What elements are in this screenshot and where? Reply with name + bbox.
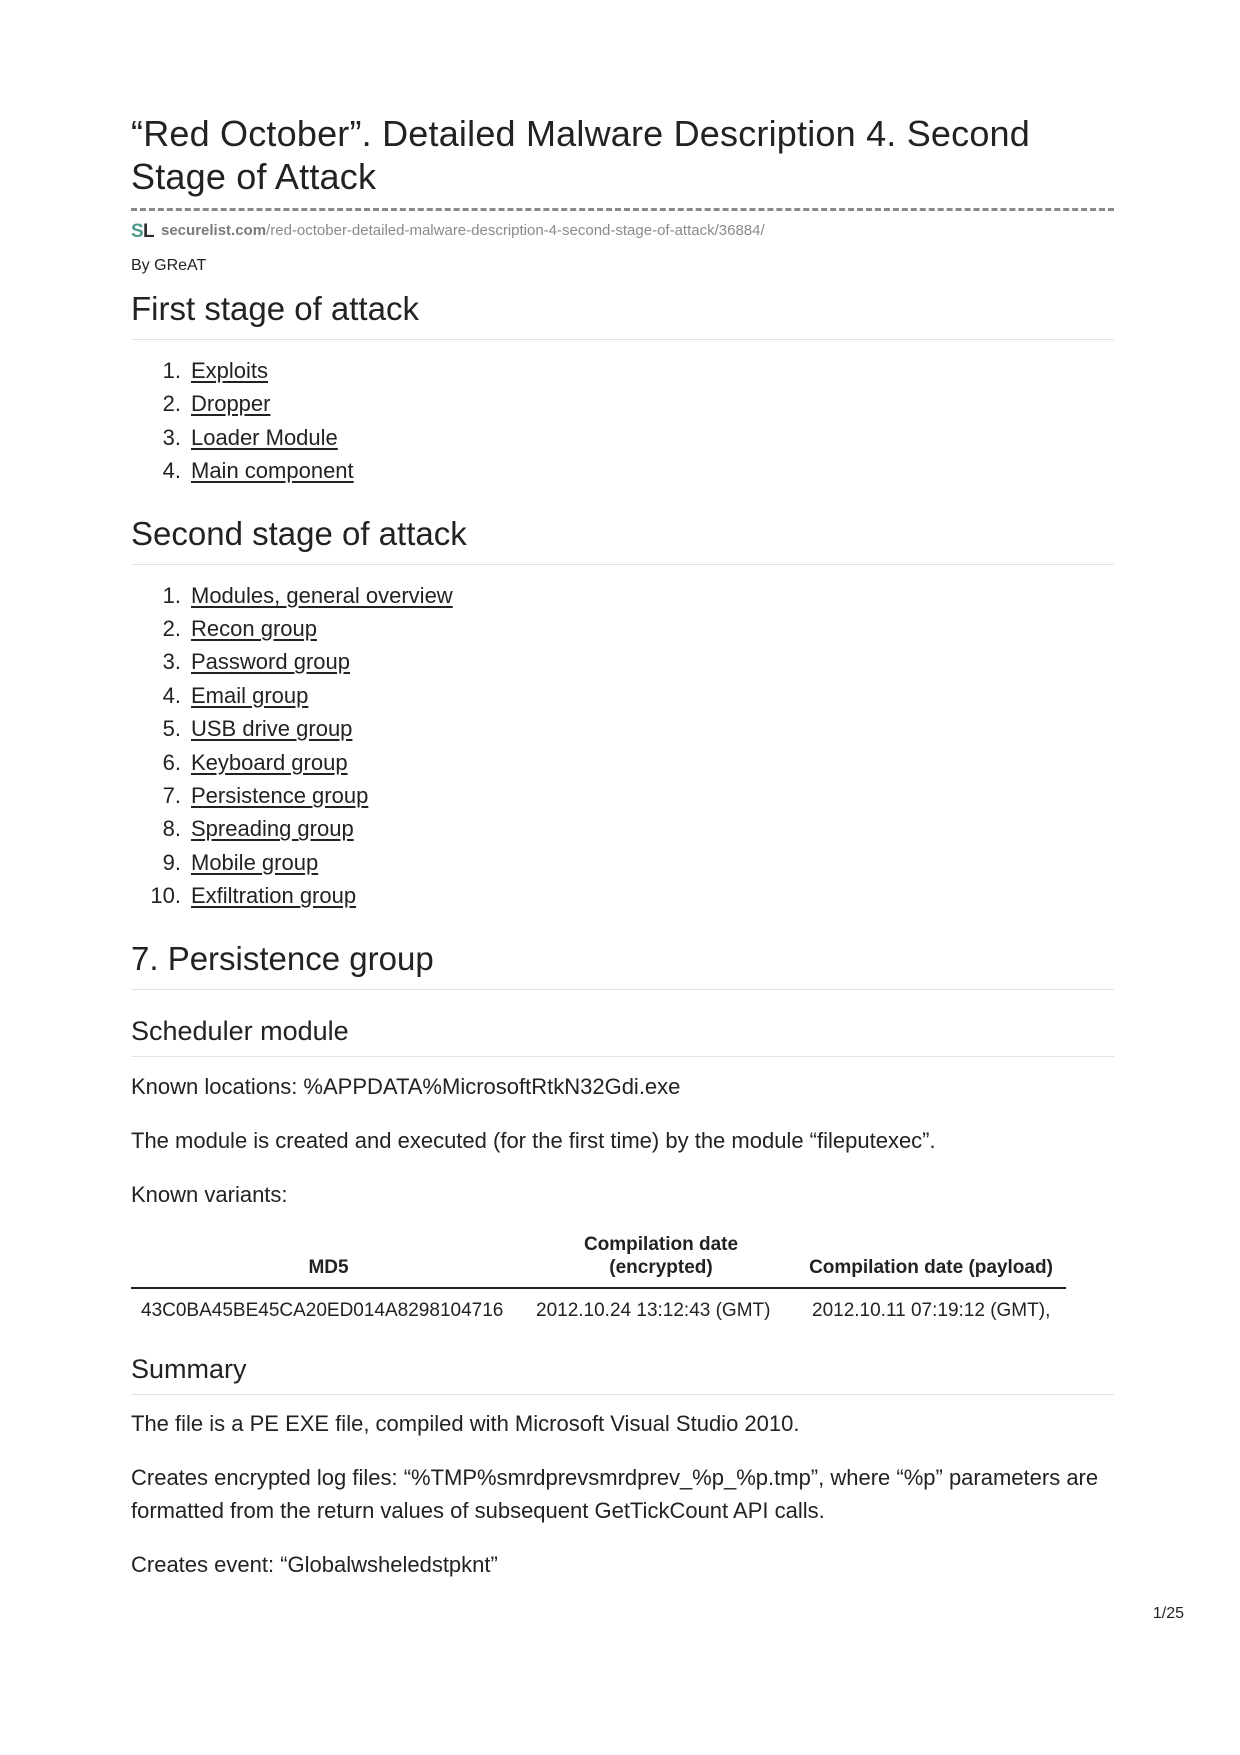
link-spreading-group[interactable]: Spreading group (191, 816, 354, 842)
link-keyboard-group[interactable]: Keyboard group (191, 749, 348, 775)
summary-paragraph-3: Creates event: “Globalwsheledstpknt” (131, 1551, 498, 1577)
first-stage-list (131, 354, 1114, 488)
link-modules-overview[interactable]: Modules, general overview (191, 582, 453, 608)
column-header-md5: MD5 (131, 1233, 526, 1288)
list-item (131, 579, 1114, 612)
list-item (131, 846, 1114, 879)
list-item (131, 421, 1114, 454)
table-header-row (131, 1233, 1066, 1288)
link-loader-module[interactable]: Loader Module (191, 424, 338, 450)
list-number: 8. (162, 816, 181, 842)
list-item (131, 387, 1114, 420)
list-item (131, 812, 1114, 845)
link-password-group[interactable]: Password group (191, 649, 350, 675)
column-header-compilation-encrypted: Compilation date (encrypted) (526, 1233, 796, 1288)
link-recon-group[interactable]: Recon group (191, 616, 317, 642)
title-divider (131, 208, 1114, 211)
first-stage-heading: First stage of attack (131, 289, 1114, 340)
list-number: 9. (162, 849, 181, 875)
column-header-compilation-payload: Compilation date (payload) (796, 1233, 1066, 1288)
svg-text:S: S (131, 221, 144, 240)
byline: By GReAT (131, 257, 207, 274)
list-item (131, 712, 1114, 745)
document-page (131, 112, 1114, 1581)
list-item (131, 746, 1114, 779)
list-number: 6. (162, 749, 181, 775)
summary-paragraph-1: The file is a PE EXE file, compiled with Microsoft Visual Studio 2010. (131, 1410, 800, 1436)
list-number: 3. (162, 424, 181, 450)
table-cell-compilation-payload: 2012.10.11 07:19:12 (GMT), (812, 1299, 1051, 1321)
list-number: 2. (162, 616, 181, 642)
link-main-component[interactable]: Main component (191, 458, 354, 484)
source-domain: securelist.com (161, 221, 267, 239)
second-stage-list (131, 579, 1114, 913)
table-row (131, 1288, 1066, 1322)
document-title: “Red October”. Detailed Malware Description 4. Second Stage of Attack (131, 113, 1030, 197)
link-exploits[interactable]: Exploits (191, 358, 269, 383)
list-number: 10. (150, 883, 181, 909)
list-number: 3. (162, 649, 181, 675)
list-number: 1. (162, 358, 181, 383)
known-variants-label: Known variants: (131, 1181, 288, 1207)
list-item (131, 779, 1114, 812)
list-item (131, 612, 1114, 645)
list-item (131, 645, 1114, 678)
link-usb-drive-group[interactable]: USB drive group (191, 716, 353, 742)
page-number: 1/25 (1152, 1605, 1184, 1622)
table-cell-md5: 43C0BA45BE45CA20ED014A8298104716 (141, 1299, 504, 1321)
variants-table (131, 1233, 1066, 1322)
list-number: 4. (162, 458, 181, 484)
link-email-group[interactable]: Email group (191, 682, 309, 708)
known-locations-text: Known locations: %APPDATA%MicrosoftRtkN32Gdi.exe (131, 1073, 681, 1099)
list-item (131, 679, 1114, 712)
summary-heading: Summary (131, 1352, 1114, 1395)
persistence-group-heading: 7. Persistence group (131, 939, 1114, 990)
link-mobile-group[interactable]: Mobile group (191, 849, 319, 875)
list-number: 2. (162, 391, 181, 417)
link-exfiltration-group[interactable]: Exfiltration group (191, 883, 357, 909)
list-number: 1. (162, 582, 181, 608)
created-by-text: The module is created and executed (for the first time) by the module “fileputexec”. (131, 1127, 936, 1153)
link-dropper[interactable]: Dropper (191, 391, 271, 417)
second-stage-heading: Second stage of attack (131, 514, 1114, 565)
svg-text:L: L (143, 221, 155, 240)
source-link[interactable] (131, 219, 1114, 241)
list-number: 7. (162, 783, 181, 809)
list-item (131, 879, 1114, 912)
link-persistence-group[interactable]: Persistence group (191, 783, 369, 809)
source-path: /red-october-detailed-malware-description-4-second-stage-of-attack/36884/ (266, 221, 765, 239)
scheduler-module-heading: Scheduler module (131, 1014, 1114, 1057)
table-cell-compilation-encrypted: 2012.10.24 13:12:43 (GMT) (536, 1299, 771, 1321)
list-item (131, 354, 1114, 387)
list-item (131, 454, 1114, 487)
list-number: 4. (162, 682, 181, 708)
securelist-logo-icon (131, 219, 157, 241)
summary-paragraph-2: Creates encrypted log files: “%TMP%smrdprevsmrdprev_%p_%p.tmp”, where “%p” parameters are formatted from the return values of subsequent GetTickCount API calls. (131, 1464, 1099, 1523)
list-number: 5. (162, 716, 181, 742)
